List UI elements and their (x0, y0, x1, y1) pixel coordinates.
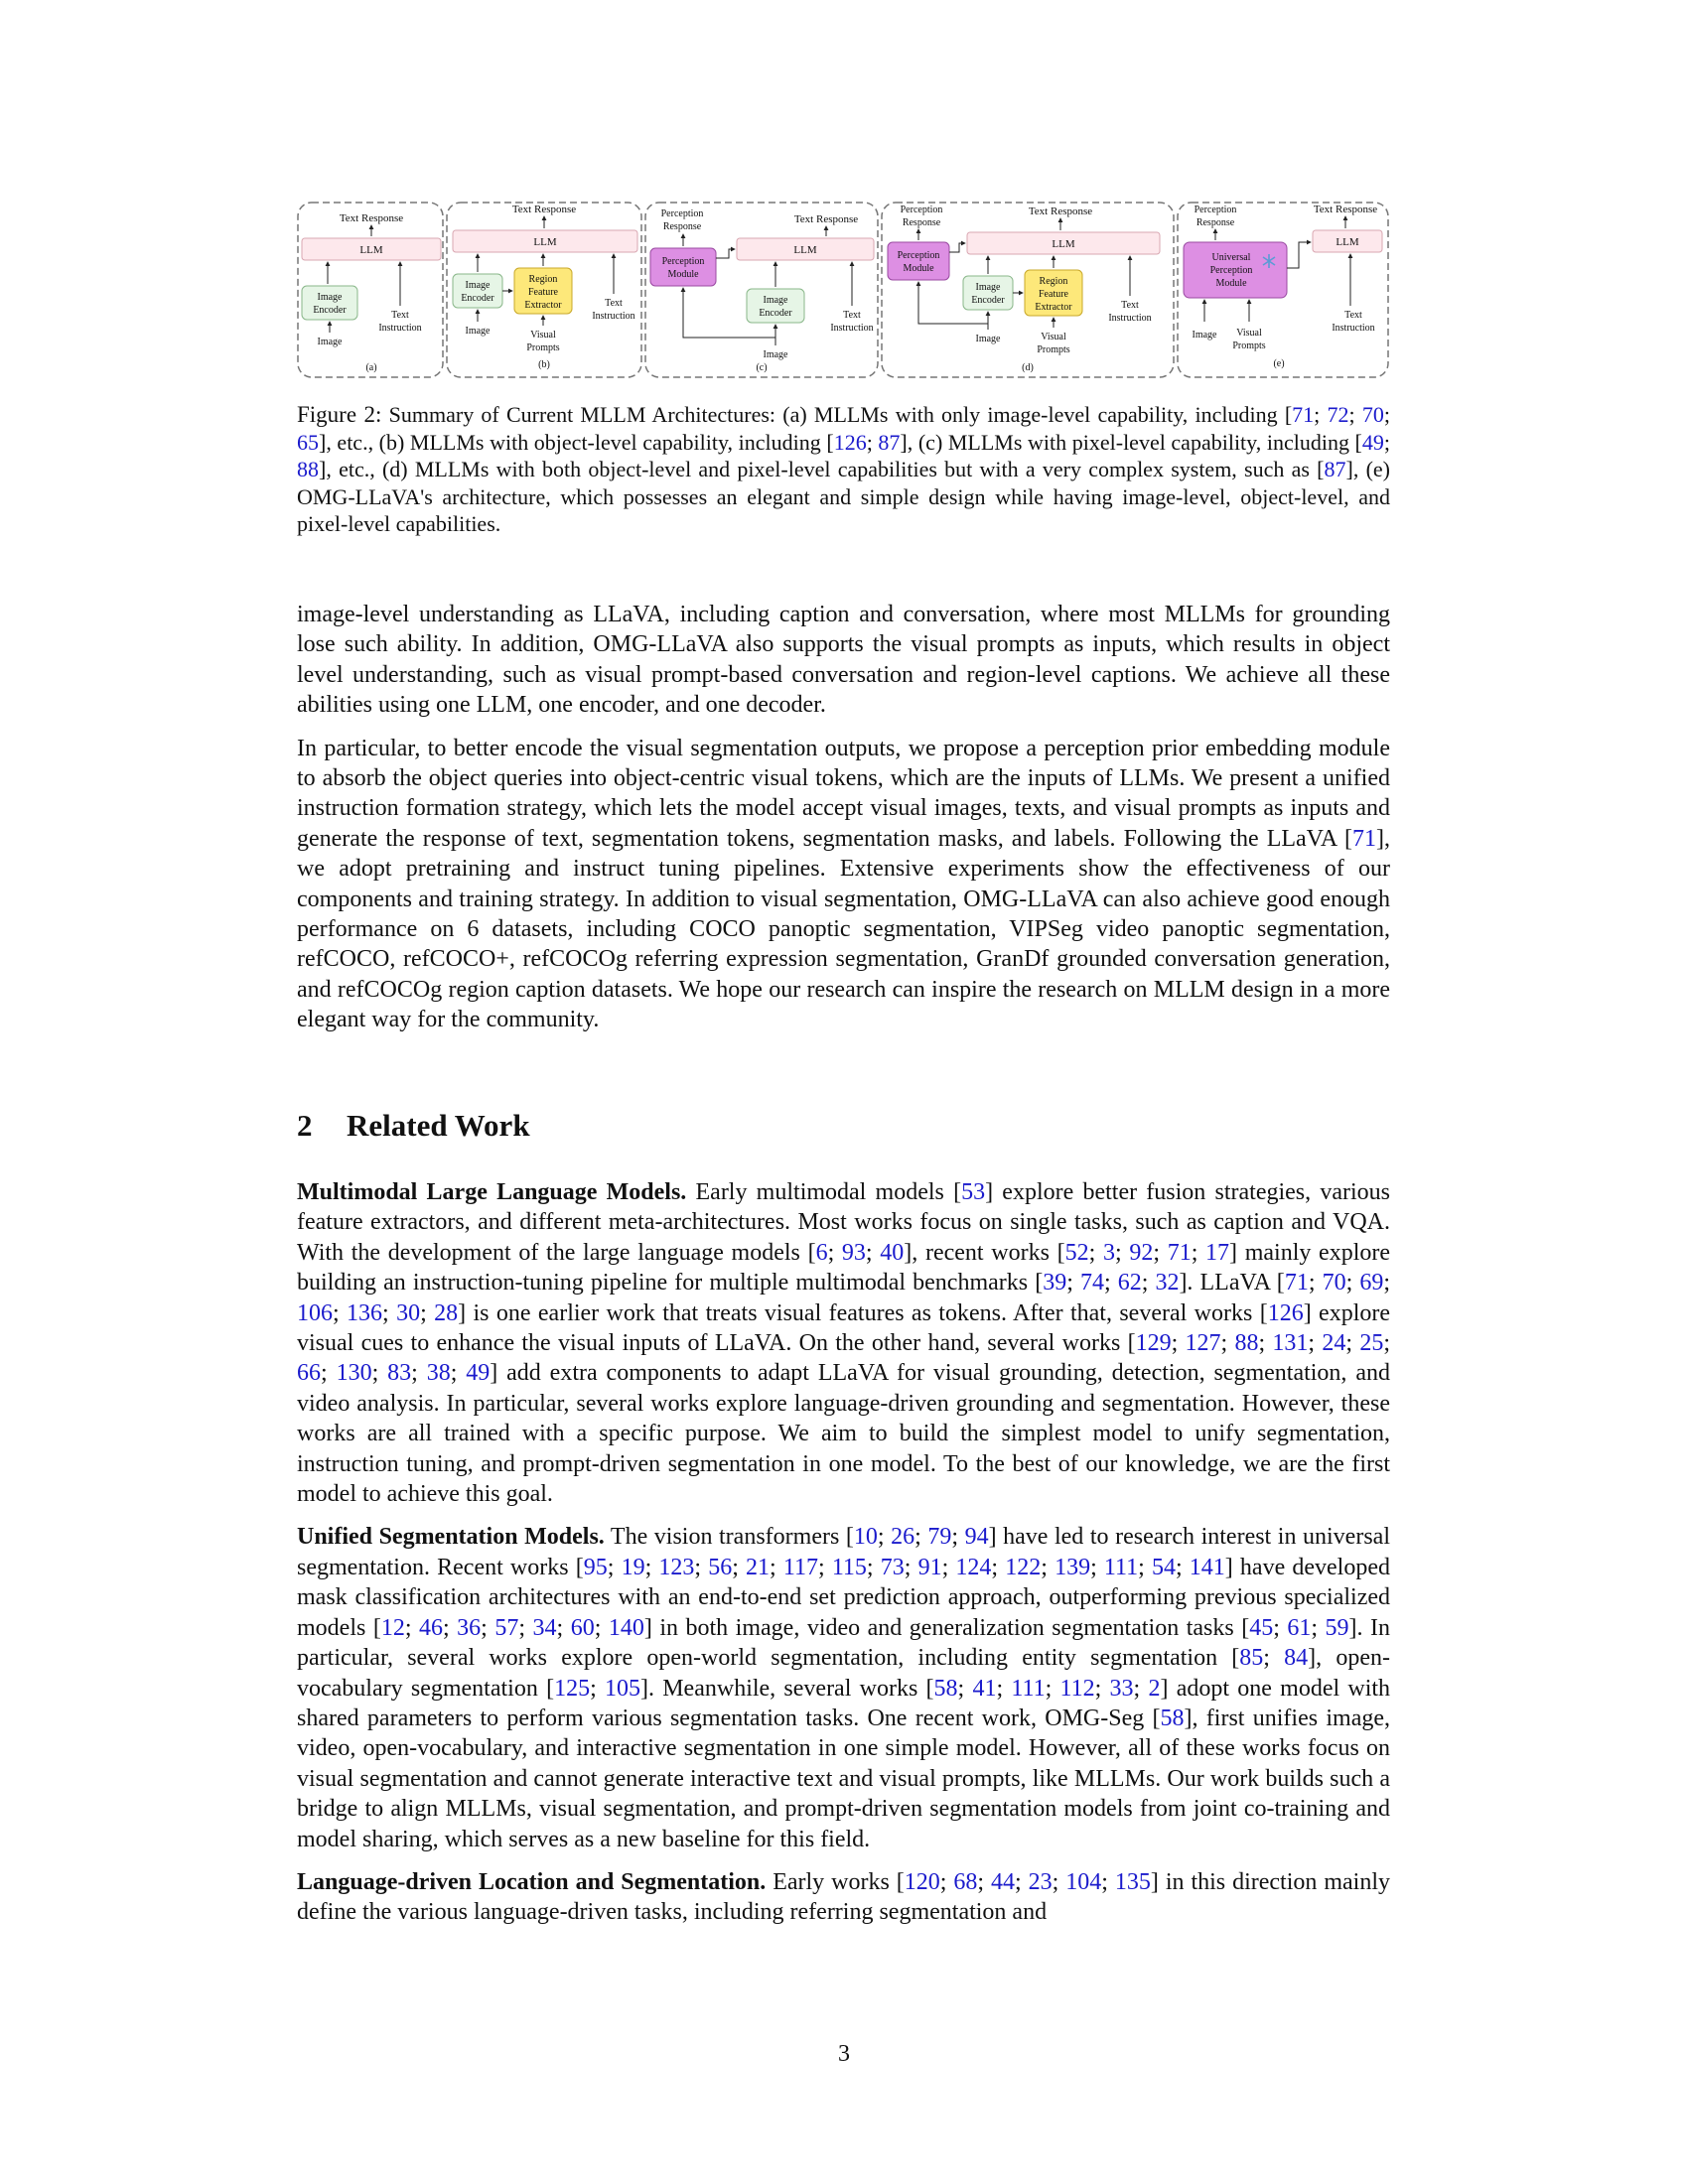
svg-text:Module: Module (667, 269, 699, 280)
citation-link[interactable]: 38 (426, 1360, 451, 1387)
svg-text:LLM: LLM (359, 244, 383, 256)
citation-link[interactable]: 25 (1359, 1330, 1384, 1357)
paragraph-mllm: Multimodal Large Language Models. Early multimodal models [53] explore better fusion strategies, various feature extractors, and different meta-architectures. Most works focus on single tasks, such as caption and VQA. With the development of the large language models [6; 93; 40], recent works [52; 3; 92; 71; 17] mainly explore building an instruction-tuning pipeline for multiple multimodal benchmarks [39; 74; 62; 32]. LLaVA [71; 70; 69; 106; 136; 30; 28] is one earlier work that treats visual features as tokens. After that, several works [126] explore visual cues to enhance the visual inputs of LLaVA. On the other hand, several works [129; 127; 88; 131; 24; 25; 66; 130; 83; 38; 49] add extra components to adapt LLaVA for visual grounding, detection, segmentation, and video analysis. In particular, several works explore language-driven grounding and segmentation. However, these works are all trained with a specific purpose. We aim to build the simplest model to unify segmentation, instruction tuning, and prompt-driven segmentation in one model. To the best of our knowledge, we are the first model to achieve this goal. (297, 1179, 1391, 1508)
svg-text:Image: Image (465, 280, 491, 291)
citation-link[interactable]: 83 (387, 1360, 412, 1387)
panel-e (1178, 203, 1388, 377)
paragraph-language: Language-driven Location and Segmentation. Early works [120; 68; 44; 23; 104; 135] in this direction mainly define the various language-driven tasks, including referring segmentation and (297, 1868, 1390, 1926)
svg-text:Image: Image (975, 334, 1001, 344)
svg-text:Instruction: Instruction (830, 323, 874, 334)
citation-link[interactable]: 72 (1327, 402, 1349, 427)
citation-link[interactable]: 3 (1102, 1239, 1115, 1266)
citation-link[interactable]: 87 (1324, 457, 1346, 481)
panel-b (447, 203, 641, 377)
citation-link[interactable]: 65 (297, 429, 319, 455)
paragraph-unified: Unified Segmentation Models. The vision transformers [10; 26; 79; 94] have led to research interest in universal segmentation. Recent works [95; 19; 123; 56; 21; 117; 115; 73; 91; 124; 122; 139; 111; 54; 141] have developed mask classification architectures with an end-to-end set prediction approach, outperforming previous specialized models [12; 46; 36; 57; 34; 60; 140] in both image, video and generalization segmentation tasks [45; 61; 59]. In particular, several works explore open-world segmentation, including entity segmentation [85; 84], open-vocabulary segmentation [125; 105]. Meanwhile, several works [58; 41; 111; 112; 33; 2] adopt one model with shared parameters to perform various segmentation tasks. One recent work, OMG-Seg [58], first unifies image, video, open-vocabulary, and interactive segmentation in one simple model. However, all of these works focus on visual segmentation and cannot generate interactive text and visual prompts, like MLLMs. Our work builds such a bridge to align MLLMs, visual segmentation, and prompt-driven segmentation models from joint co-training and model sharing, which serves as a new baseline for this field. (297, 1524, 1391, 1852)
citation-link[interactable]: 46 (419, 1614, 443, 1641)
citation-link[interactable]: 71 (1292, 402, 1315, 427)
svg-text:Perception: Perception (897, 250, 940, 261)
perception-module-box (650, 248, 716, 286)
panel-d-label: (d) (1022, 362, 1034, 373)
svg-text:Region: Region (528, 274, 558, 285)
citation-link[interactable]: 126 (833, 429, 867, 455)
citation-link[interactable]: 6 (815, 1239, 828, 1266)
paragraph-heading: Unified Segmentation Models. (297, 1524, 605, 1551)
citation-link[interactable]: 33 (1109, 1675, 1134, 1702)
svg-text:Image: Image (1192, 330, 1217, 341)
citation-link[interactable]: 87 (878, 429, 901, 455)
citation-link[interactable]: 45 (1249, 1614, 1274, 1641)
citation-link[interactable]: 21 (746, 1554, 771, 1580)
citation-link[interactable]: 124 (955, 1554, 992, 1580)
citation-link[interactable]: 60 (570, 1614, 595, 1641)
citation-link[interactable]: 122 (1005, 1554, 1042, 1580)
citation-link[interactable]: 44 (991, 1868, 1015, 1895)
svg-text:Module: Module (903, 263, 934, 274)
svg-text:Response: Response (662, 221, 702, 232)
citation-link[interactable]: 117 (782, 1554, 818, 1580)
svg-text:Feature: Feature (528, 287, 558, 298)
citation-link[interactable]: 68 (953, 1868, 978, 1895)
intro-paragraph-1: image-level understanding as LLaVA, including caption and conversation, where most MLLMs for grounding lose such ability. In addition, OMG-LLaVA also supports the visual prompts as inputs, which results in object level understanding, such as visual prompt-based conversation and region-level captions. We achieve all these abilities using one LLM, one encoder, and one decoder. (297, 602, 1390, 719)
citation-link[interactable]: 26 (891, 1524, 915, 1551)
citation-link[interactable]: 120 (904, 1868, 940, 1895)
svg-text:Image: Image (763, 349, 788, 360)
citation-link[interactable]: 24 (1322, 1330, 1346, 1357)
citation-link[interactable]: 71 (1167, 1239, 1192, 1266)
svg-text:Response: Response (902, 217, 941, 228)
svg-text:Perception: Perception (660, 208, 704, 219)
citation-link[interactable]: 95 (583, 1554, 608, 1580)
citation-link[interactable]: 111 (1103, 1554, 1139, 1580)
svg-text:Text Response: Text Response (511, 204, 577, 215)
svg-text:Text: Text (391, 310, 409, 321)
panel-a (298, 203, 443, 377)
svg-text:Extractor: Extractor (1035, 302, 1072, 313)
svg-text:Text: Text (843, 310, 861, 321)
citation-link[interactable]: 123 (658, 1554, 695, 1580)
svg-text:Visual: Visual (530, 330, 556, 341)
svg-text:LLM: LLM (533, 236, 557, 248)
svg-text:Perception: Perception (1209, 265, 1253, 276)
citation-link[interactable]: 135 (1114, 1868, 1151, 1895)
intro-text (297, 600, 1390, 1048)
citation-link[interactable]: 61 (1287, 1614, 1312, 1641)
citation-link[interactable]: 79 (927, 1524, 952, 1551)
citation-link[interactable]: 41 (972, 1675, 997, 1702)
citation-link[interactable]: 127 (1185, 1330, 1221, 1357)
svg-text:Perception: Perception (1194, 205, 1237, 215)
citation-link[interactable]: 49 (1361, 429, 1384, 455)
architecture-diagram (296, 199, 1390, 382)
citation-link[interactable]: 88 (1234, 1330, 1259, 1357)
citation-link[interactable]: 49 (466, 1360, 491, 1387)
svg-text:Image: Image (763, 295, 788, 306)
citation-link[interactable]: 88 (297, 457, 319, 481)
svg-text:Region: Region (1039, 276, 1068, 287)
section-title: Related Work (347, 1108, 530, 1143)
citation-link[interactable]: 131 (1272, 1330, 1309, 1357)
svg-text:Image: Image (317, 337, 343, 347)
citation-link[interactable]: 115 (831, 1554, 867, 1580)
caption-label: Figure 2: (297, 402, 382, 427)
citation-link[interactable]: 58 (933, 1675, 958, 1702)
citation-link[interactable]: 54 (1151, 1554, 1176, 1580)
citation-link[interactable]: 30 (396, 1299, 421, 1326)
svg-text:LLM: LLM (1052, 238, 1075, 250)
text-response-label: Text Response (339, 212, 404, 224)
svg-text:Response: Response (1196, 217, 1235, 228)
citation-link[interactable]: 74 (1079, 1270, 1104, 1297)
panel-c (645, 203, 878, 377)
svg-text:Text: Text (1121, 300, 1139, 311)
panel-b-label: (b) (538, 359, 550, 370)
panel-e-label: (e) (1273, 358, 1285, 369)
svg-text:Text: Text (1344, 310, 1362, 321)
svg-text:Prompts: Prompts (1232, 341, 1266, 351)
panel-d (882, 203, 1174, 377)
citation-link[interactable]: 111 (1011, 1675, 1046, 1702)
svg-text:Image: Image (465, 326, 491, 337)
svg-text:Visual: Visual (1041, 332, 1066, 342)
svg-text:Text: Text (605, 298, 623, 309)
citation-link[interactable]: 91 (917, 1554, 942, 1580)
citation-link[interactable]: 129 (1135, 1330, 1172, 1357)
svg-text:Image: Image (975, 282, 1001, 293)
citation-link[interactable]: 34 (532, 1614, 557, 1641)
svg-text:Image: Image (317, 292, 343, 303)
svg-text:Instruction: Instruction (592, 311, 635, 322)
svg-text:Perception: Perception (900, 205, 943, 215)
section-heading (297, 1108, 530, 1144)
citation-link[interactable]: 10 (853, 1524, 878, 1551)
architecture-figure (296, 199, 1390, 382)
citation-link[interactable]: 70 (1361, 402, 1384, 427)
svg-text:Perception: Perception (661, 256, 705, 267)
citation-link[interactable]: 19 (621, 1554, 645, 1580)
citation-link[interactable]: 125 (554, 1675, 591, 1702)
citation-link[interactable]: 73 (880, 1554, 905, 1580)
citation-link[interactable]: 106 (297, 1299, 333, 1326)
citation-link[interactable]: 2 (1148, 1675, 1161, 1702)
citation-link[interactable]: 112 (1059, 1675, 1095, 1702)
svg-text:Module: Module (1215, 278, 1247, 289)
citation-link[interactable]: 17 (1205, 1239, 1230, 1266)
svg-text:Extractor: Extractor (524, 300, 562, 311)
figure-caption: Figure 2: Summary of Current MLLM Architectures: (a) MLLMs with only image-level capability, including [71; 72; 70; 65], etc., (b) MLLMs with object-level capability, including [126; 87], (c) MLLMs with pixel-level capability, including [49; 88], etc., (d) MLLMs with both object-level and pixel-level capabilities but with a very complex system, such as [87], (e) OMG-LLaVA's architecture, which possesses an elegant and simple design while having image-level, object-level, and pixel-level capabilities. (297, 402, 1390, 536)
citation-link[interactable]: 85 (1239, 1645, 1264, 1672)
paragraph-heading: Language-driven Location and Segmentation. (297, 1868, 767, 1895)
panel-a-label: (a) (365, 362, 377, 373)
related-work-text (297, 1177, 1390, 1941)
citation-link[interactable]: 71 (1284, 1270, 1309, 1297)
citation-link[interactable]: 58 (1160, 1705, 1185, 1731)
svg-text:Encoder: Encoder (971, 295, 1005, 306)
citation-link[interactable]: 130 (336, 1360, 372, 1387)
intro-paragraph-2: In particular, to better encode the visual segmentation outputs, we propose a perception prior embedding module to absorb the object queries into object-centric visual tokens, which are the inputs of LLMs. We present a unified instruction formation strategy, which lets the model accept visual images, texts, and visual prompts as inputs and generate the response of text, segmentation tokens, segmentation masks, and labels. Following the LLaVA [71], we adopt pretraining and instruct tuning pipelines. Extensive experiments show the effectiveness of our components and training strategy. In addition to visual segmentation, OMG-LLaVA can also achieve good enough performance on 6 datasets, including COCO panoptic segmentation, VIPSeg video panoptic segmentation, refCOCO, refCOCO+, refCOCOg referring expression segmentation, GranDf grounded conversation generation, and refCOCOg region caption datasets. We hope our research can inspire the research on MLLM design in a more elegant way for the community. (297, 735, 1390, 1033)
svg-text:Instruction: Instruction (1332, 323, 1375, 334)
citation-link[interactable]: 57 (494, 1614, 519, 1641)
citation-link[interactable]: 105 (604, 1675, 640, 1702)
svg-text:Prompts: Prompts (526, 342, 560, 353)
citation-link[interactable]: 71 (1352, 825, 1376, 852)
svg-text:Text Response: Text Response (1028, 205, 1093, 217)
citation-link[interactable]: 23 (1028, 1868, 1053, 1895)
citation-link[interactable]: 140 (608, 1614, 644, 1641)
citation-link[interactable]: 28 (434, 1299, 459, 1326)
citation-link[interactable]: 39 (1043, 1270, 1067, 1297)
citation-link[interactable]: 94 (964, 1524, 989, 1551)
section-number: 2 (297, 1108, 313, 1143)
panel-c-label: (c) (756, 362, 768, 373)
page-number: 3 (838, 2041, 850, 2067)
citation-link[interactable]: 69 (1359, 1270, 1384, 1297)
citation-link[interactable]: 12 (380, 1614, 405, 1641)
svg-text:Instruction: Instruction (1108, 313, 1152, 324)
svg-text:Instruction: Instruction (378, 323, 422, 334)
citation-link[interactable]: 139 (1055, 1554, 1091, 1580)
svg-text:LLM: LLM (1336, 236, 1359, 248)
perception-module-box (888, 242, 949, 280)
citation-link[interactable]: 32 (1155, 1270, 1180, 1297)
citation-link[interactable]: 84 (1284, 1645, 1309, 1672)
citation-link[interactable]: 66 (297, 1360, 321, 1387)
citation-link[interactable]: 126 (1267, 1299, 1304, 1326)
citation-link[interactable]: 53 (961, 1179, 986, 1205)
svg-text:LLM: LLM (793, 244, 817, 256)
svg-text:Encoder: Encoder (759, 308, 792, 319)
citation-link[interactable]: 59 (1325, 1614, 1349, 1641)
svg-text:Universal: Universal (1211, 252, 1251, 263)
svg-text:Visual: Visual (1236, 328, 1262, 339)
svg-text:Encoder: Encoder (313, 305, 347, 316)
citation-link[interactable]: 56 (708, 1554, 733, 1580)
svg-text:Text Response: Text Response (793, 213, 859, 225)
citation-link[interactable]: 141 (1189, 1554, 1225, 1580)
citation-link[interactable]: 70 (1322, 1270, 1346, 1297)
svg-text:Prompts: Prompts (1037, 344, 1070, 355)
svg-text:Feature: Feature (1039, 289, 1068, 300)
citation-link[interactable]: 40 (880, 1239, 905, 1266)
citation-link[interactable]: 136 (347, 1299, 383, 1326)
citation-link[interactable]: 62 (1117, 1270, 1142, 1297)
svg-text:Text Response: Text Response (1313, 204, 1378, 215)
citation-link[interactable]: 52 (1064, 1239, 1089, 1266)
paragraph-heading: Multimodal Large Language Models. (297, 1179, 687, 1205)
citation-link[interactable]: 36 (457, 1614, 482, 1641)
citation-link[interactable]: 104 (1065, 1868, 1102, 1895)
svg-text:Encoder: Encoder (461, 293, 494, 304)
citation-link[interactable]: 92 (1129, 1239, 1154, 1266)
citation-link[interactable]: 93 (841, 1239, 866, 1266)
